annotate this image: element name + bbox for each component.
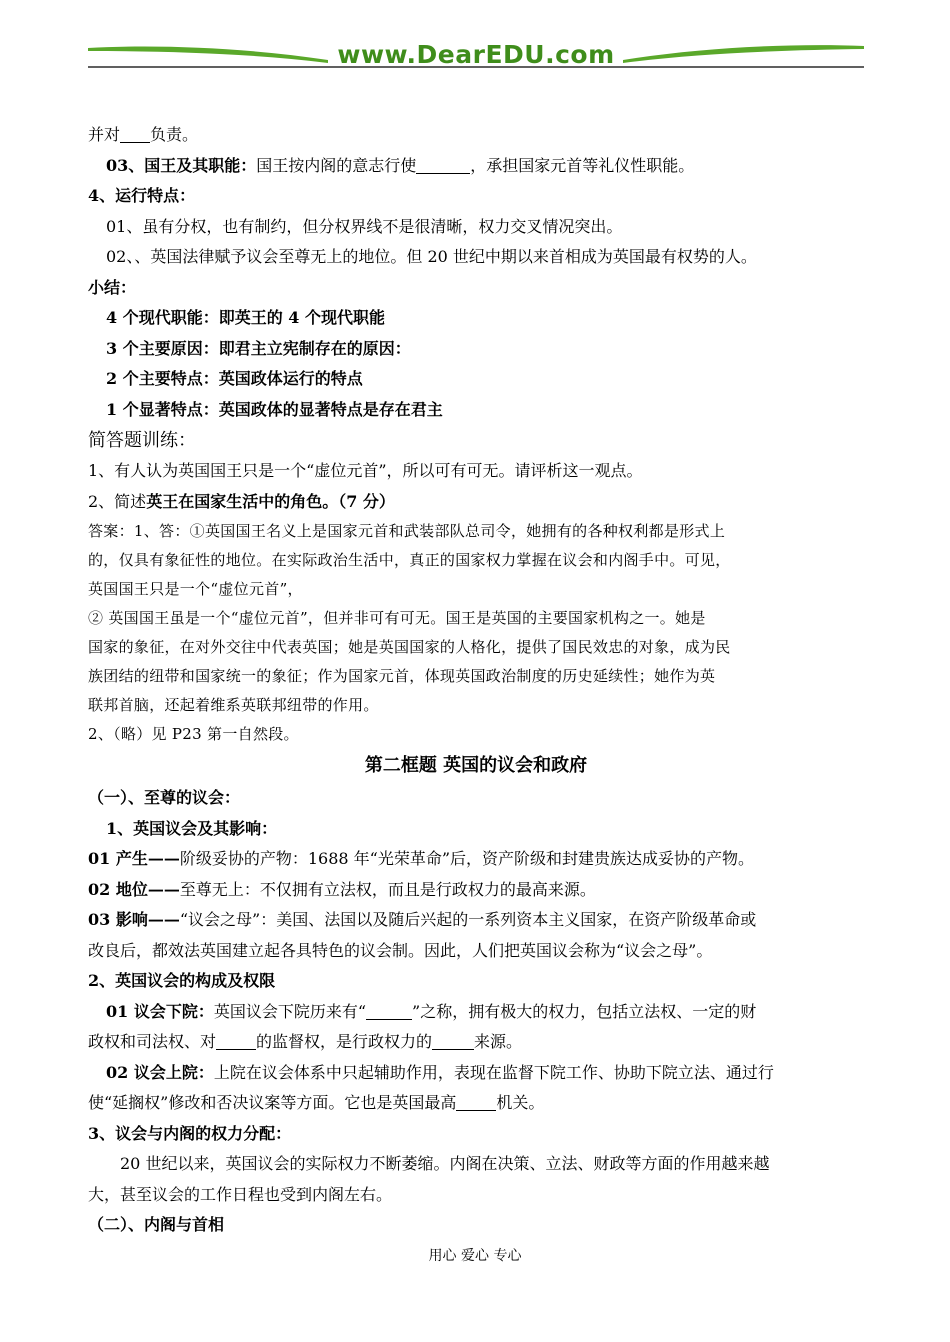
answer-line: 族团结的纽带和国家统一的象征；作为国家元首，体现英国政治制度的历史延续性；她作为英: [88, 667, 716, 685]
answer-line: 英国国王只是一个“虚位元首”，: [88, 580, 303, 598]
text-line: 大，甚至议会的工作日程也受到内阁左右。: [88, 1184, 393, 1204]
answer-line: 答案：1、答：①英国国王名义上是国家元首和武装部队总司令，她拥有的各种权利都是形式上: [88, 522, 726, 540]
site-logo-text: www.DearEDU.com: [337, 40, 615, 69]
text-line: 02、、英国法律赋予议会至尊无上的地位。但 20 世纪中期以来首相成为英国最有权势的人。: [106, 247, 757, 266]
text-line: 20 世纪以来，英国议会的实际权力不断萎缩。内阁在决策、立法、财政等方面的作用越来越: [120, 1154, 770, 1173]
answer-line: 的，仅具有象征性的地位。在实际政治生活中，真正的国家权力掌握在议会和内阁手中。可见，: [88, 551, 731, 569]
section-heading: （二）、内阁与首相: [88, 1215, 225, 1234]
summary-item: 3 个主要原因：即君主立宪制存在的原因：: [106, 338, 411, 358]
section-heading: 2、英国议会的构成及权限: [88, 971, 276, 990]
section-heading: 1、英国议会及其影响：: [106, 818, 278, 838]
page-header: [88, 38, 864, 72]
answer-line: 联邦首脑，还起着维系英联邦纽带的作用。: [88, 696, 379, 714]
text-line: 02 议会上院：上院在议会体系中只起辅助作用，表现在监督下院工作、协助下院立法、通过行: [106, 1062, 774, 1082]
text-line: 并对 负责。: [88, 125, 199, 144]
text-line: 改良后，都效法英国建立起各具特色的议会制。因此，人们把英国议会称为“议会之母”。: [88, 940, 713, 960]
page-footer: 用心 爱心 专心: [428, 1248, 522, 1264]
text-line: 政权和司法权、对 的监督权，是行政权力的 来源。: [88, 1032, 523, 1051]
text-line: 03 影响——“议会之母”：美国、法国以及随后兴起的一系列资本主义国家，在资产阶级革命或: [88, 910, 757, 929]
section-heading: （一）、至尊的议会：: [88, 788, 241, 807]
document-body: [88, 120, 864, 1241]
text-line: 使“延搁权”修改和否决议案等方面。它也是英国最高 机关。: [88, 1093, 545, 1112]
summary-item: 4 个现代职能：即英王的 4 个现代职能: [106, 308, 385, 327]
question-line: 1、有人认为英国国王只是一个“虚位元首”，所以可有可无。请评析这一观点。: [88, 461, 643, 480]
summary-item: 1 个显著特点：英国政体的显著特点是存在君主: [106, 399, 443, 419]
text-line: 02 地位——至尊无上：不仅拥有立法权，而且是行政权力的最高来源。: [88, 879, 596, 899]
text-line: 03、国王及其职能：国王按内阁的意志行使 ，承担国家元首等礼仪性职能。: [106, 155, 695, 175]
section-heading: 4、运行特点：: [88, 186, 196, 205]
section-heading: 3、议会与内阁的权力分配：: [88, 1123, 292, 1143]
answer-line: 国家的象征，在对外交往中代表英国；她是英国国家的人格化，提供了国民效忠的对象，成为民: [88, 638, 731, 656]
answer-line: ② 英国国王虽是一个“虚位元首”，但并非可有可无。国王是英国的主要国家机构之一。她是: [88, 609, 706, 627]
text-line: 01、虽有分权，也有制约，但分权界线不是很清晰，权力交叉情况突出。: [106, 216, 623, 236]
section-heading: 简答题训练：: [88, 430, 196, 451]
text-line: 01 议会下院：英国议会下院历来有“ ”之称，拥有极大的权力，包括立法权、一定的财: [106, 1001, 757, 1021]
question-line: 2、简述英王在国家生活中的角色。（7 分）: [88, 491, 395, 511]
summary-item: 2 个主要特点：英国政体运行的特点: [106, 369, 363, 388]
section-heading: 小结：: [88, 277, 137, 297]
text-line: 01 产生——阶级妥协的产物：1688 年“光荣革命”后，资产阶级和封建贵族达成妥协的产物。: [88, 849, 755, 868]
chapter-title: 第二框题 英国的议会和政府: [364, 755, 588, 776]
answer-line: 2、（略）见 P23 第一自然段。: [88, 725, 299, 743]
